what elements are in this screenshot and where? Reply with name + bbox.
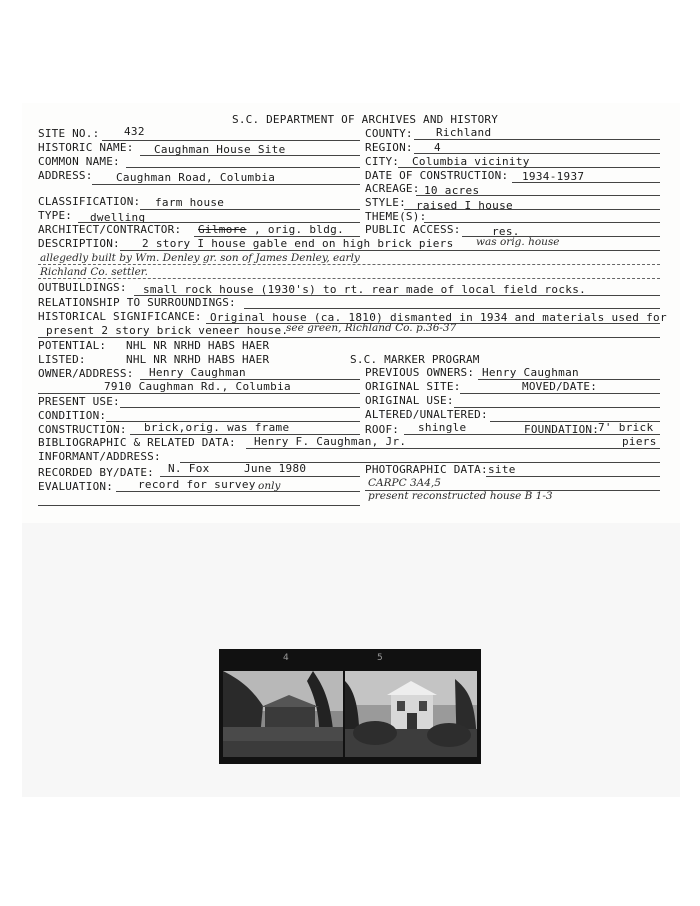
relationship-label: RELATIONSHIP TO SURROUNDINGS: xyxy=(38,296,236,309)
rule xyxy=(120,407,360,408)
previous-owners-label: PREVIOUS OWNERS: xyxy=(365,366,475,379)
architect-struck-value: Gilmore xyxy=(198,223,247,236)
city-label: CITY: xyxy=(365,155,400,168)
foundation-label: FOUNDATION: xyxy=(524,423,600,436)
type-value: dwelling xyxy=(90,211,146,224)
description-handwritten-3: Richland Co. settler. xyxy=(40,266,149,278)
original-site-label: ORIGINAL SITE: xyxy=(365,380,461,393)
rule xyxy=(416,195,660,196)
rule xyxy=(414,139,660,140)
type-label: TYPE: xyxy=(38,209,73,222)
historical-significance-value-2: present 2 story brick veneer house. xyxy=(46,324,289,337)
rule xyxy=(102,140,360,141)
rule xyxy=(38,505,360,506)
present-use-label: PRESENT USE: xyxy=(38,395,120,408)
photographic-handwritten-2: present reconstructed house B 1-3 xyxy=(368,490,553,502)
rule xyxy=(244,308,660,309)
date-construction-label: DATE OF CONSTRUCTION: xyxy=(365,169,509,182)
photographic-value: site xyxy=(488,463,516,476)
evaluation-label: EVALUATION: xyxy=(38,480,114,493)
listed-options: NHL NR NRHD HABS HAER xyxy=(126,353,270,366)
region-value: 4 xyxy=(434,141,441,154)
roof-value: shingle xyxy=(418,421,467,434)
card-header: S.C. DEPARTMENT OF ARCHIVES AND HISTORY xyxy=(232,113,499,126)
architect-label: ARCHITECT/CONTRACTOR: xyxy=(38,223,182,236)
common-name-label: COMMON NAME: xyxy=(38,155,120,168)
condition-label: CONDITION: xyxy=(38,409,107,422)
style-value: raised I house xyxy=(416,199,513,212)
classification-value: farm house xyxy=(155,196,225,209)
classification-label: CLASSIFICATION: xyxy=(38,195,141,208)
site-no-label: SITE NO.: xyxy=(38,127,100,140)
potential-label: POTENTIAL: xyxy=(38,339,107,352)
foundation-value: 7' brick xyxy=(598,421,654,434)
potential-options: NHL NR NRHD HABS HAER xyxy=(126,339,270,352)
public-access-value: res. xyxy=(492,225,520,238)
rule xyxy=(460,393,660,394)
recorded-date-value: June 1980 xyxy=(244,462,307,475)
rule xyxy=(462,236,660,237)
rule xyxy=(38,264,660,265)
description-handwritten-2: allegedly built by Wm. Denley gr. son of James Denley, early xyxy=(40,252,360,264)
date-construction-value: 1934-1937 xyxy=(522,170,585,183)
historical-significance-value-1: Original house (ca. 1810) dismanted in 1934 and materials used for xyxy=(210,311,667,324)
rule xyxy=(120,250,660,251)
address-value: Caughman Road, Columbia xyxy=(116,171,276,184)
historic-name-value: Caughman House Site xyxy=(154,143,286,156)
rule xyxy=(116,491,360,492)
acreage-label: ACREAGE: xyxy=(365,182,420,195)
city-value: Columbia vicinity xyxy=(412,155,530,168)
house-site-photo xyxy=(223,671,343,757)
previous-owners-value: Henry Caughman xyxy=(482,366,579,379)
historical-significance-handwritten: see green, Richland Co. p.36-37 xyxy=(286,322,457,334)
evaluation-handwritten: only xyxy=(258,480,281,492)
roof-label: ROOF: xyxy=(365,423,400,436)
acreage-value: 10 acres xyxy=(424,184,480,197)
altered-label: ALTERED/UNALTERED: xyxy=(365,408,488,421)
recorded-by-value: N. Fox xyxy=(168,462,210,475)
address-label: ADDRESS: xyxy=(38,169,93,182)
present-house-photo xyxy=(345,671,477,757)
contact-sheet-strip xyxy=(219,649,481,764)
owner-value-2: 7910 Caughman Rd., Columbia xyxy=(104,380,291,393)
rule xyxy=(92,184,360,185)
frame-number: 4 xyxy=(283,653,289,663)
county-label: COUNTY: xyxy=(365,127,413,140)
rule xyxy=(512,182,660,183)
original-use-label: ORIGINAL USE: xyxy=(365,394,454,407)
theme-label: THEME(S): xyxy=(365,210,427,223)
outbuildings-label: OUTBUILDINGS: xyxy=(38,281,127,294)
owner-address-label: OWNER/ADDRESS: xyxy=(38,367,134,380)
moved-date-label: MOVED/DATE: xyxy=(522,380,598,393)
informant-label: INFORMANT/ADDRESS: xyxy=(38,450,161,463)
rule xyxy=(126,167,360,168)
public-access-label: PUBLIC ACCESS: xyxy=(365,223,461,236)
historical-significance-label: HISTORICAL SIGNIFICANCE: xyxy=(38,310,202,323)
construction-value: brick,orig. was frame xyxy=(144,421,290,434)
architect-value: , orig. bldg. xyxy=(254,223,344,236)
rule xyxy=(140,155,360,156)
house-site-photo-image xyxy=(223,671,343,757)
site-no-value: 432 xyxy=(124,125,145,138)
evaluation-value: record for survey xyxy=(138,478,256,491)
foundation-value-2: piers xyxy=(622,435,657,448)
rule xyxy=(246,448,660,449)
style-label: STYLE: xyxy=(365,196,406,209)
region-label: REGION: xyxy=(365,141,413,154)
outbuildings-value: small rock house (1930's) to rt. rear made of local field rocks. xyxy=(143,283,587,296)
rule xyxy=(38,337,660,338)
frame-number: 5 xyxy=(377,653,383,663)
rule xyxy=(404,209,660,210)
description-label: DESCRIPTION: xyxy=(38,237,120,250)
bibliographic-value: Henry F. Caughman, Jr. xyxy=(254,435,407,448)
historic-name-label: HISTORIC NAME: xyxy=(38,141,134,154)
present-house-photo-image xyxy=(345,671,477,757)
rule xyxy=(140,209,360,210)
rule xyxy=(414,153,660,154)
construction-label: CONSTRUCTION: xyxy=(38,423,127,436)
rule xyxy=(486,476,660,477)
listed-label: LISTED: xyxy=(38,353,86,366)
photographic-label: PHOTOGRAPHIC DATA: xyxy=(365,463,488,476)
description-value: 2 story I house gable end on high brick piers xyxy=(142,237,454,250)
marker-program-label: S.C. MARKER PROGRAM xyxy=(350,353,480,366)
bibliographic-label: BIBLIOGRAPHIC & RELATED DATA: xyxy=(38,436,236,449)
description-handwritten-1: was orig. house xyxy=(476,236,560,248)
county-value: Richland xyxy=(436,126,492,139)
rule xyxy=(398,167,660,168)
recorded-by-label: RECORDED BY/DATE: xyxy=(38,466,154,479)
rule xyxy=(38,278,660,279)
rule xyxy=(38,393,360,394)
owner-value-1: Henry Caughman xyxy=(149,366,246,379)
rule xyxy=(160,476,360,477)
photographic-handwritten-1: CARPC 3A4,5 xyxy=(368,477,441,489)
